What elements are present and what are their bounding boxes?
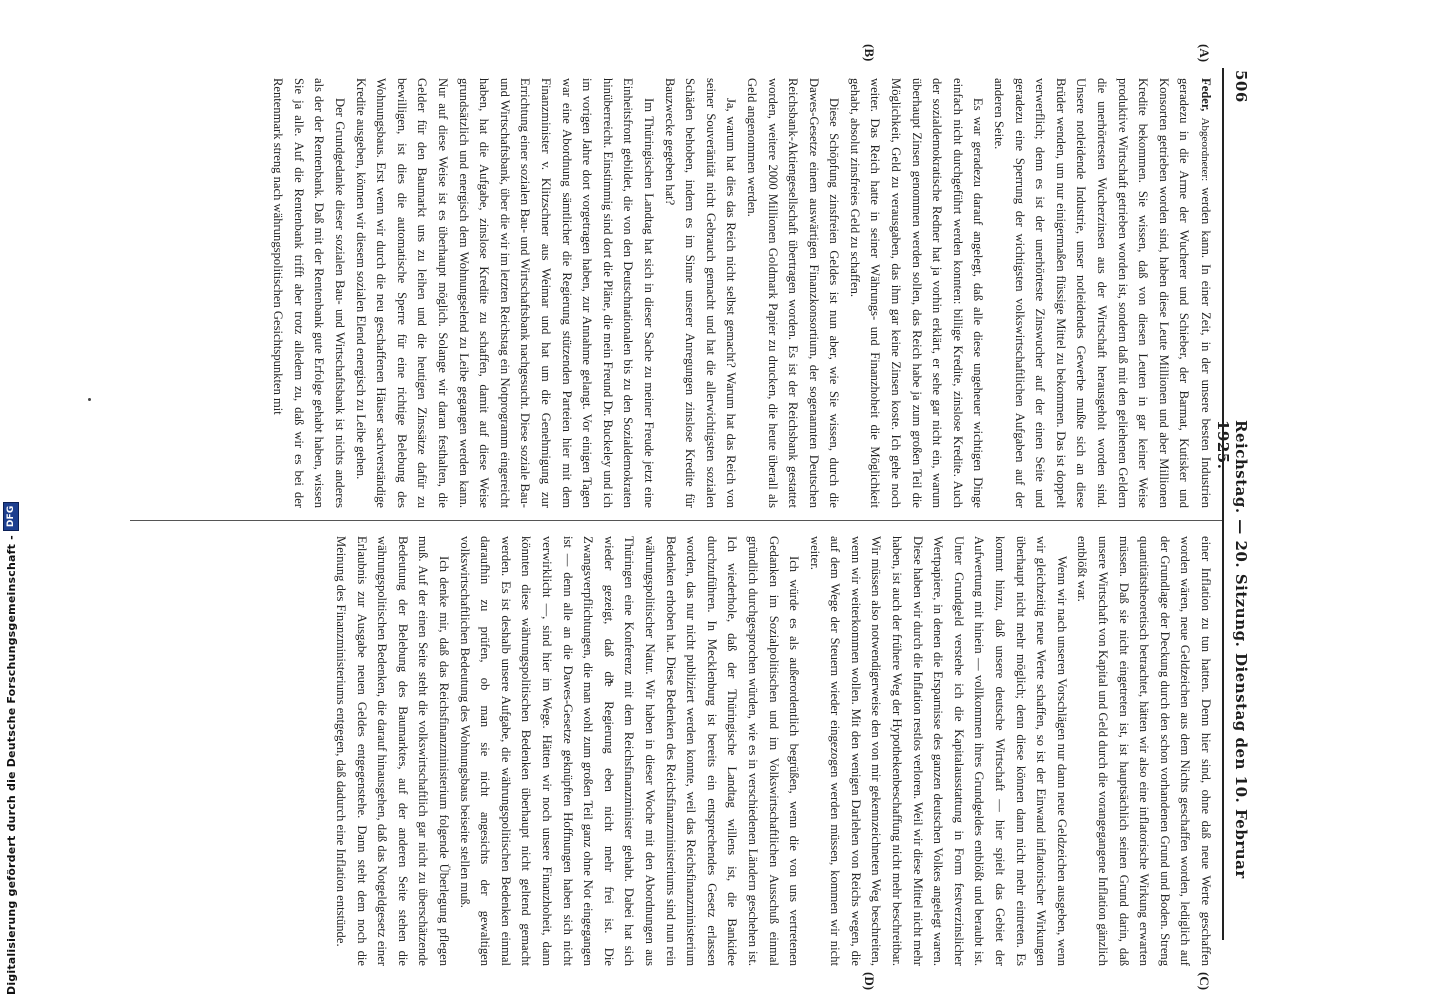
page-title: Reichstag. — 20. Sitzung. Dienstag den 10. Februar 1925.	[1214, 420, 1250, 879]
margin-mark-d: (D)	[862, 972, 877, 991]
paragraph: einer Inflation zu tun hatten. Denn hier sind, ohne daß neue Werte geschaffen worden wären, neue Geldzeichen aus dem Nichts geschaffen worden, lediglich auf der Grundlage der Deckung durch den schon vorhandenen Grund und Boden. Streng quantitätstheoretisch betrachtet, hätten wir also eine inflatorische Wirkung erwarten müssen. Daß sie nicht eingetreten ist, ist hauptsächlich seinen Grund darin, daß unsere Wirtschaft von Kapital und Geld durch die vorangegangene Inflation gänzlich entblößt war.	[1075, 536, 1213, 966]
paragraph: Ja, warum hat dies das Reich nicht selbst gemacht? Warum hat das Reich von seiner Souveränität nicht Gebrauch gemacht und hat die allerwichtigsten sozialen Schäden behoben, indem es im Sinne unserer Anregungen zinslose Kredite für Bauzwecke gegeben hat?	[662, 78, 739, 508]
paragraph	[988, 78, 1216, 508]
column-divider	[130, 520, 1222, 521]
margin-mark-c: (C)	[1197, 972, 1212, 991]
page-number: 506	[1232, 70, 1250, 103]
scanned-page	[122, 30, 1252, 991]
paragraph: Im Thüringischen Landtag hat sich in dieser Sache zu meiner Freude jetzt eine Einheitsfront gebildet, die von den Deutschnationalen bis zu den Sozialdemokraten hinüberreicht. Einstimmig sind dort die Pläne, die mein Freund Dr. Buckeley und ich im vorigen Jahre dort vorgetragen haben, zur Annahme gelangt. Vor einigen Tagen war eine Abordnung sämtlicher die Regierung stützenden Parteien hier mit dem Finanzminister v. Klitzschner aus Weimar und hat um die Genehmigung zur Errichtung einer sozialen Bau- und Wirtschaftsbank nachgesucht. Diese soziale Bau- und Wirtschaftsbank, über die wir im letzten Reichstag ein Notprogramm eingereicht haben, hat die Aufgabe, zinslose Kredite zu schaffen, damit auf diese Weise grundsätzlich und energisch dem Wohnungselend zu Leibe gegangen werden kann. Nur auf diese Weise ist es überhaupt möglich. Solange wir daran festhalten, die Gelder für den Baumarkt uns zu leihen und die heutigen Zinssätze dafür zu bewilligen, ist dies die automatische Sperre für eine richtige Belebung des Wohnungsbaus. Erst wenn wir durch die neu geschaffenen Häuser sachverständige Kredite ausgeben, können wir diesem sozialen Elend energisch zu Leibe gehen.	[353, 78, 656, 508]
margin-mark-a: (A)	[1197, 44, 1212, 63]
funding-strip	[0, 0, 22, 1000]
paragraph: Diese Schöpfung zinsfreien Geldes ist nun aber, wie Sie wissen, durch die Dawes-Gesetze einem auswärtigen Finanzkonsortium, der sogenannten Deutschen Reichsbank-Aktiengesellschaft übertragen worden. Es ist der Reichsbank gestattet worden, weitere 2000 Millionen Goldmark Papier zu drucken, die heute überall als Geld angenommen werden.	[744, 78, 842, 508]
speaker-name: Feder,	[1199, 78, 1213, 112]
left-column	[268, 78, 1216, 508]
running-header	[1214, 70, 1252, 920]
paragraph-text: werden kann. In einer Zeit, in der unsere besten Industrien geradezu in die Arme der Wucherer und Schieber, der Barmat, Kutisker und Konsorten getrieben worden sind, haben diese Leute Millionen und aber Millionen Kredite bekommen. Sie wissen, daß von diesen Leuten in gar keiner Weise produktive Wirtschaft getrieben worden ist, sondern daß mit den geliehenen Geldern die unerhörtesten Wucherzinsen aus der Wirtschaft herausgeholt worden sind. Unsere notleidende Industrie, unser notleidendes Gewerbe mußte sich an diese Brüder wenden, um nur einigermaßen flüssige Mittel zu bekommen. Das ist doppelt verwerflich; denn es ist der unerhörteste Zinswucher auf der einen Seite und geradezu eine Sperrung der wichtigsten volkswirtschaftlichen Aufgaben auf der anderen Seite.	[992, 78, 1213, 509]
speaker-role: Abgeordneter:	[1199, 117, 1211, 182]
paragraph: Ich denke mir, daß das Reichsfinanzministerium folgende Überlegung pflegen muß. Auf der einen Seite steht die volkswirtschaftlich gar nicht zu überschätzende Bedeutung der Belebung des Baumarktes, auf der anderen Seite stehen die währungspolitischen Bedenken, die darauf hinausgehen, daß das Notgeldgesetz einer Erlaubnis zur Ausgabe neuen Geldes entgegenstehe. Dann steht dem noch die Meinung des Finanzministeriums entgegen, daß dadurch eine Inflation entstünde.	[334, 536, 452, 966]
funding-text: Digitalisierung gefördert durch die Deutsche Forschungsgemeinschaft -	[4, 535, 18, 995]
paragraph: Es war geradezu darauf angelegt, daß alle diese ungeheuer wichtigen Dinge einfach nicht durchgeführt werden konnten: billige Kredite, zinslose Kredite. Auch der sozialdemokratische Redner hat ja vorhin erklärt, er sehe gar nicht ein, warum überhaupt Zinsen genommen werden sollen, das Reich habe ja zum großen Teil die Möglichkeit, Geld zu verausgaben, das ihm gar keine Zinsen koste. Ich gehe noch weiter. Das Reich hatte in seiner Währungs- und Finanzhoheit die Möglichkeit gehabt, absolut zinsfreies Geld zu schaffen.	[847, 78, 986, 508]
scan-speck	[88, 398, 91, 401]
margin-mark-b: (B)	[862, 44, 877, 62]
dfg-logo: DFG	[3, 502, 19, 532]
paragraph: Der Grundgedanke dieser sozialen Bau- und Wirtschaftsbank ist nichts anderes als der der Rentenbank. Daß mit der Rentenbank gute Erfolge gehabt haben, wissen Sie ja alle. Auf die Rentenbank trifft aber trotz alledem zu, daß wir es bei der Rentenmark streng nach währungspolitischen Gesichtspunkten mit	[271, 78, 348, 508]
header-rule	[1222, 68, 1224, 940]
paragraph: Wenn wir nach unseren Vorschlägen nur dann neue Geldzeichen ausgeben, wenn wir gleichzeitig neue Werte schaffen, so ist der Einwand inflatorischer Wirkungen überhaupt nicht mehr möglich; denn diese können dann nicht mehr eintreten. Es kommt hinzu, daß unsere deutsche Wirtschaft — hier spielt das Gebiet der Aufwertung mit hinein — vollkommen ihres Grundgeldes entblößt und beraubt ist. Unter Grundgeld verstehe ich die Kapitalausstattung in Form festverzinslicher Wertpapiere, in denen die Ersparnisse des ganzen deutschen Volkes angelegt waren. Diese haben wir durch die Inflation restlos verloren. Weil wir diese Mittel nicht mehr haben, ist auch der frühere Weg der Hypothekenbeschaffung nicht mehr beschreitbar. Wir müssen also notwendigerweise den von mir gekennzeichneten Weg beschreiten, wenn wir weiterkommen wollen. Mit den wenigen Darlehen von Reichs wegen, die auf dem Wege der Steuern wieder eingezogen werden müssen, kommen wir nicht weiter.	[807, 536, 1069, 966]
paragraph: Ich würde es als außerordentlich begrüßen, wenn die von uns vertretenen Gedanken im Sozialpolitischen und im Volkswirtschaftlichen Ausschuß einmal gründlich durchgesprochen würden, wie es in verschiedenen Ländern geschehen ist. Ich wiederhole, daß der Thüringische Landtag willens ist, die Bankidee durchzuführen. In Mecklenburg ist bereits ein entsprechendes Gesetz erlassen worden, das nur nicht publiziert werden konnte, weil das Reichsfinanzministerium Bedenken erhoben hat. Diese Bedenken des Reichsfinanzministeriums sind nun rein währungspolitischer Natur. Wir haben in dieser Woche mit den Abordnungen aus Thüringen eine Konferenz mit dem Reichsfinanzminister gehabt. Dabei hat sich wieder gezeigt, daß die Regierung eben nicht mehr frei ist. Die Zwangsverpflichtungen, die man wohl zum großen Teil ganz ohne Not eingegangen ist — denn alle an die Dawes-Gesetze geknüpften Hoffnungen haben sich nicht verwirklicht —, sind hier im Wege. Hätten wir noch unsere Finanzhoheit, dann könnten diese währungspolitischen Bedenken überhaupt nicht geltend gemacht werden. Es ist deshalb unsere Aufgabe, die währungspolitischen Bedenken einmal daraufhin zu prüfen, ob man sie nicht angesichts der gewaltigen volkswirtschaftlichen Bedeutung des Wohnungsbaus beiseite stellen muß.	[457, 536, 802, 966]
right-column	[330, 536, 1216, 966]
